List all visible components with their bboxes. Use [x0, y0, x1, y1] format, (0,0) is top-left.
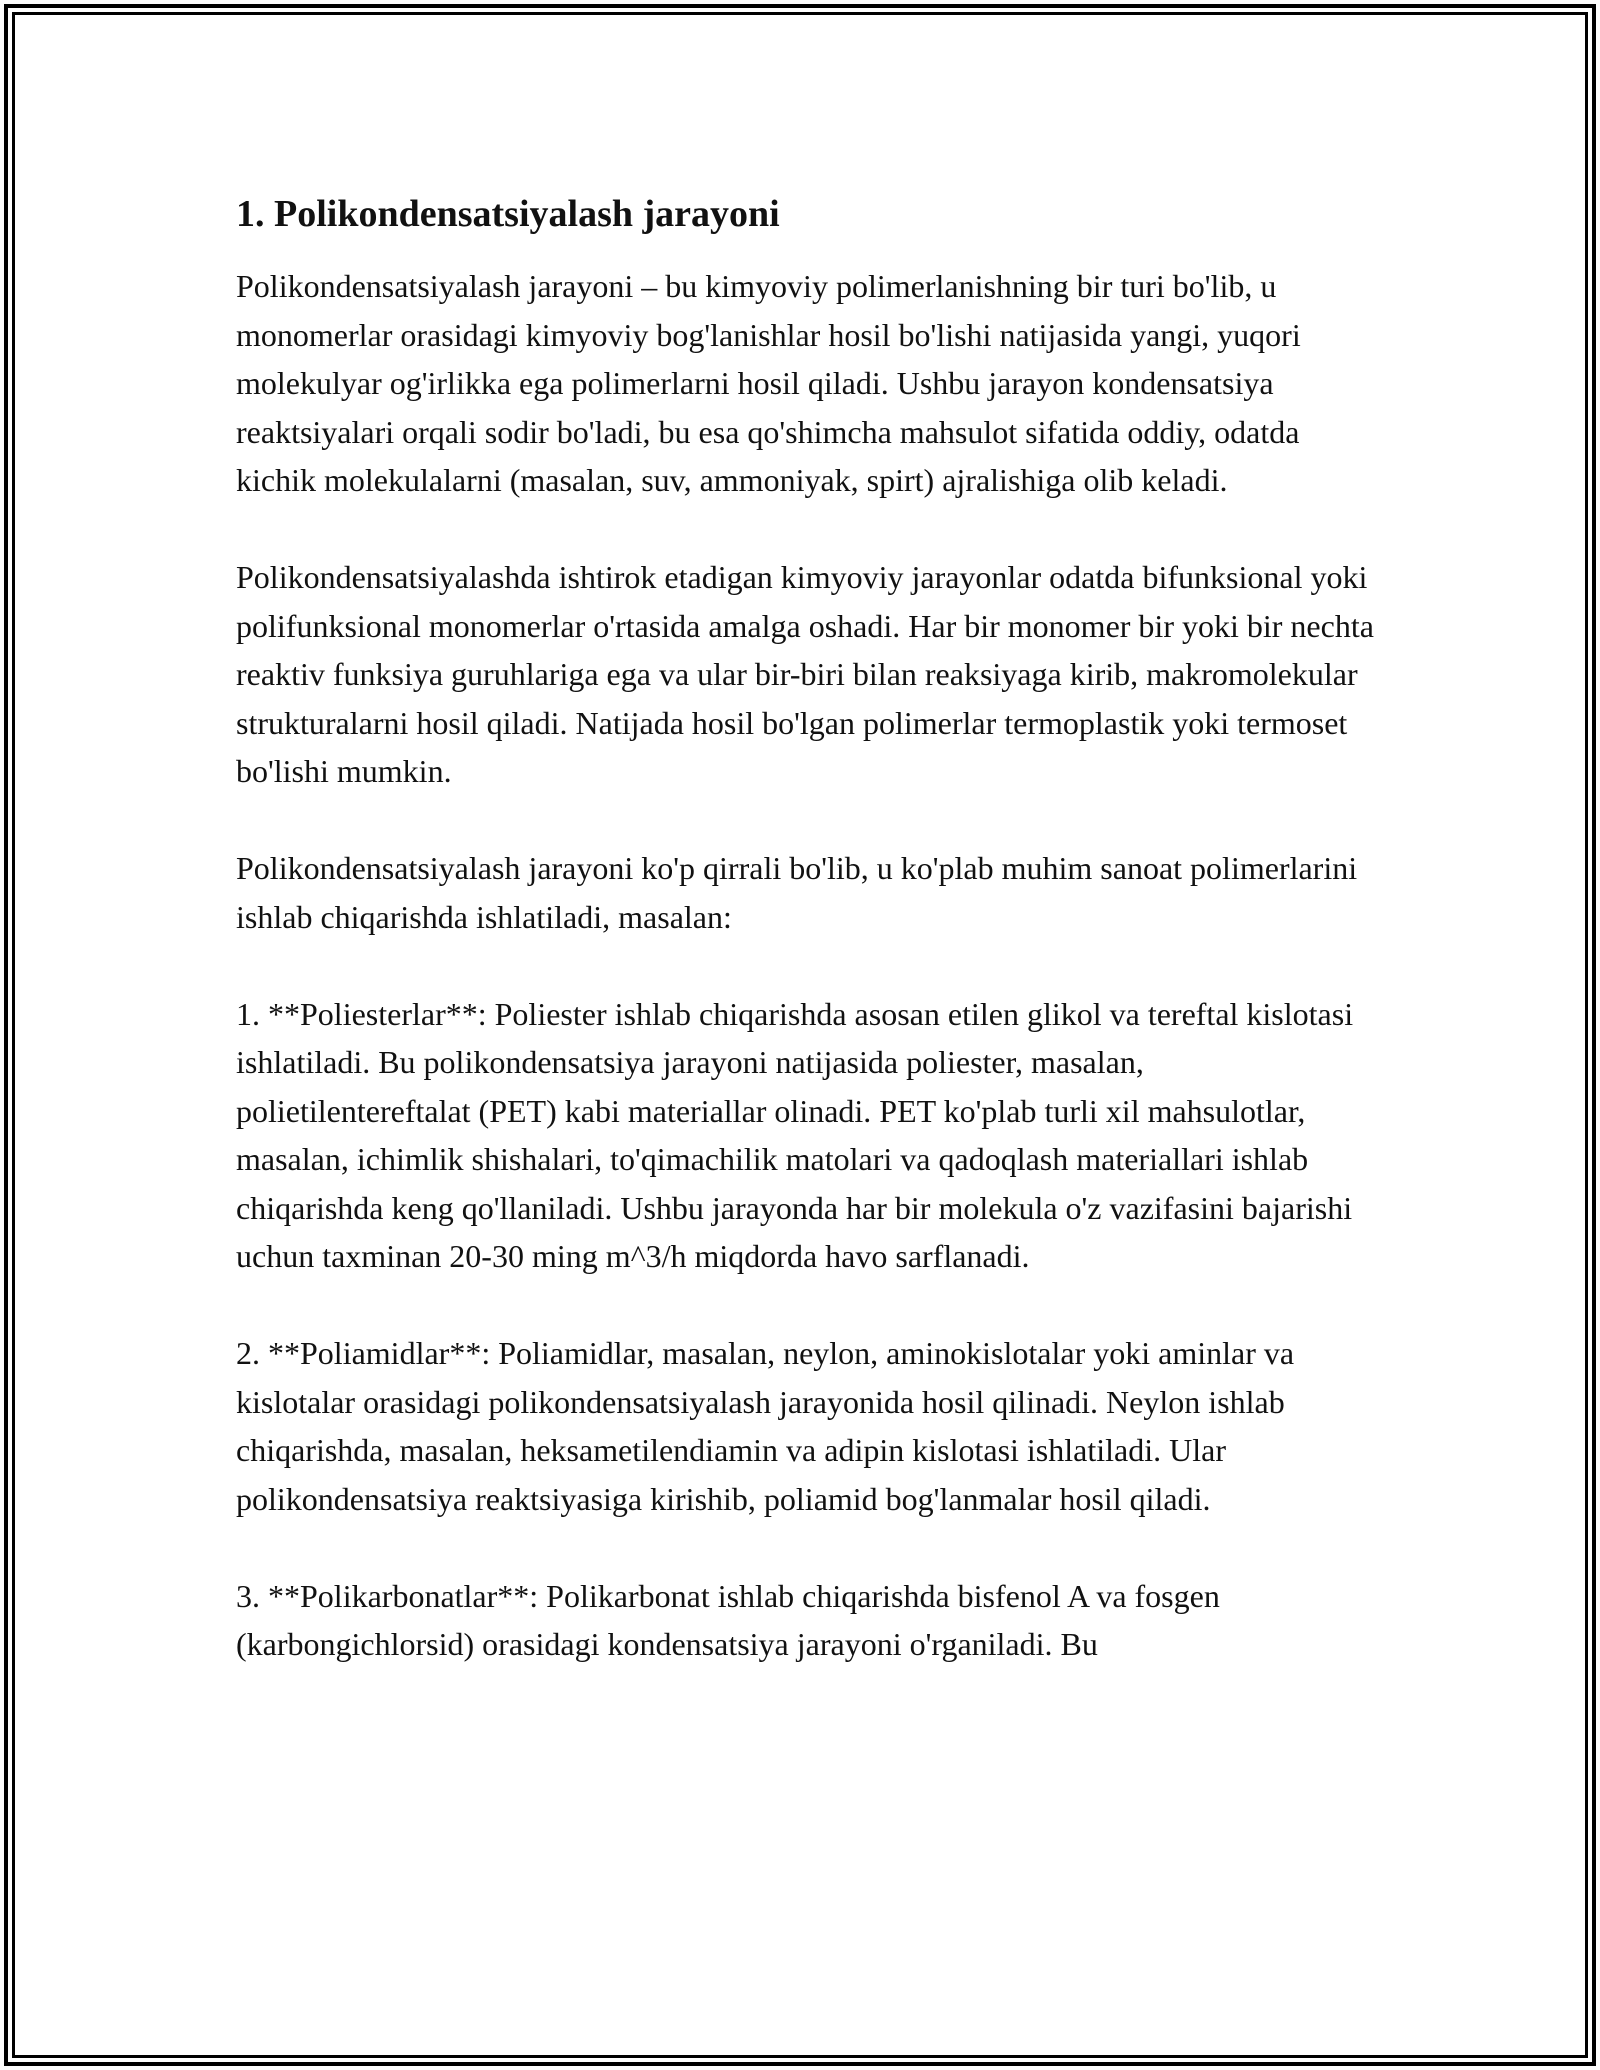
paragraph-chemical-processes: Polikondensatsiyalashda ishtirok etadigan kimyoviy jarayonlar odatda bifunksional yoki polifunksional monomerlar o'rtasida amalga oshadi. Har bir monomer bir yoki bir nechta reaktiv funksiya guruhlariga ega va ular bir-biri bilan reaksiyaga kirib, makromolekular strukturalarni hosil qiladi. Natijada hosil bo'lgan polimerlar termoplastik yoki termoset bo'lishi mumkin.: [236, 559, 1374, 789]
list-item-polyesters: 1. **Poliesterlar**: Poliester ishlab chiqarishda asosan etilen glikol va tereftal kislotasi ishlatiladi. Bu polikondensatsiya jarayoni natijasida poliester, masalan, polietilentereftalat (PET) kabi materiallar olinadi. PET ko'plab turli xil mahsulotlar, masalan, ichimlik shishalari, to'qimachilik matolari va qadoqlash materiallari ishlab chiqarishda keng qo'llaniladi. Ushbu jarayonda har bir molekula o'z vazifasini bajarishi uchun taxminan 20-30 ming m^3/h miqdorda havo sarflanadi.: [236, 995, 1354, 1274]
document-body: [236, 186, 1376, 1717]
list-item-polycarbonates: 3. **Polikarbonatlar**: Polikarbonat ishlab chiqarishda bisfenol A va fosgen (karbongichlorsid) orasidagi kondensatsiya jarayoni o'rganiladi. Bu: [236, 1577, 1220, 1662]
list-item-polyamides: 2. **Poliamidlar**: Poliamidlar, masalan, neylon, aminokislotalar yoki aminlar va kislotalar orasidagi polikondensatsiyalash jarayonida hosil qilinadi. Neylon ishlab chiqarishda, masalan, heksametilendiamin va adipin kislotasi ishlatiladi. Ular polikondensatsiya reaktsiyasiga kirishib, poliamid bog'lanmalar hosil qiladi.: [236, 1335, 1295, 1517]
paragraph-intro: Polikondensatsiyalash jarayoni – bu kimyoviy polimerlanishning bir turi bo'lib, u monomerlar orasidagi kimyoviy bog'lanishlar hosil bo'lishi natijasida yangi, yuqori molekulyar og'irlikka ega polimerlarni hosil qiladi. Ushbu jarayon kondensatsiya reaktsiyalari orqali sodir bo'ladi, bu esa qo'shimcha mahsulot sifatida oddiy, odatda kichik molekulalarni (masalan, suv, ammoniyak, spirt) ajralishiga olib keladi.: [236, 268, 1301, 498]
paragraph-industrial-uses: Polikondensatsiyalash jarayoni ko'p qirrali bo'lib, u ko'plab muhim sanoat polimerlarini ishlab chiqarishda ishlatiladi, masalan:: [236, 850, 1358, 935]
section-heading: 1. Polikondensatsiyalash jarayoni: [236, 193, 780, 235]
